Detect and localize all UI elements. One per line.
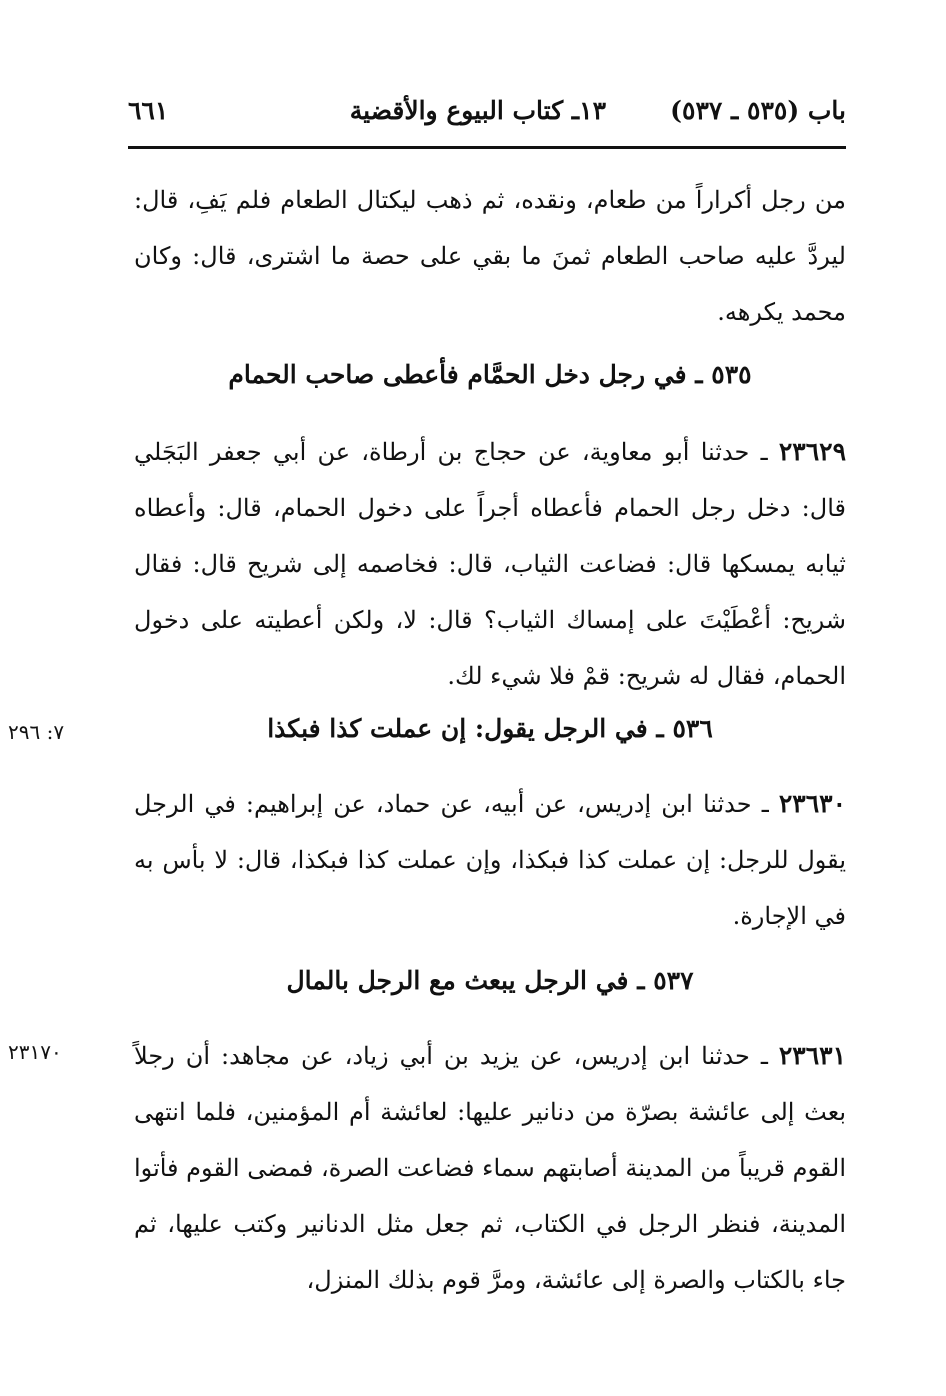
hadith-number: ٢٣٦٣١ [778,1041,846,1070]
header-chapter-range: باب (٥٣٥ ـ ٥٣٧) [670,96,846,125]
hadith-text: ـ حدثنا ابن إدريس، عن أبيه، عن حماد، عن إبراهيم: في الرجل يقول للرجل: إن عملت كذا فبكذا، وإن عملت كذا فبكذا، قال: لا بأس به في الإجارة. [134,790,846,930]
hadith-number: ٢٣٦٢٩ [778,437,846,466]
section-heading-535: ٥٣٥ ـ في رجل دخل الحمَّام فأعطى صاحب الحمام [228,360,752,389]
hadith-number: ٢٣٦٣٠ [778,789,846,818]
page-number: ٦٦١ [128,96,169,125]
section-heading-537: ٥٣٧ ـ في الرجل يبعث مع الرجل بالمال [286,966,694,995]
header-book-title: ١٣ـ كتاب البيوع والأقضية [349,96,606,125]
header-divider [128,146,846,149]
running-header [128,90,846,140]
hadith-text: ـ حدثنا أبو معاوية، عن حجاج بن أرطاة، عن أبي جعفر البَجَلي قال: دخل رجل الحمام فأعطاه أجراً على دخول الحمام، قال: وأعطاه ثيابه يمسكها قال: فضاعت الثياب، قال: فخاصمه إلى شريح قال: فقال شريح: أعْطَيْتَ على إمساك الثياب؟ قال: لا، ولكن أعطيته على دخول الحمام، فقال له شريح: قمْ فلا شيء لك. [134,438,846,690]
continuation-paragraph: من رجل أكراراً من طعام، ونقده، ثم ذهب ليكتال الطعام فلم يَفِ، قال: ليردَّ عليه صاحب الطعام ثمنَ ما بقي على حصة ما اشترى، قال: وكان محمد يكرهه. [134,186,846,326]
hadith-23630 [134,776,846,944]
margin-reference: ٧: ٢٩٦ [8,720,65,744]
hadith-23631 [134,1028,846,1308]
hadith-text: ـ حدثنا ابن إدريس، عن يزيد بن أبي زياد، عن مجاهد: أن رجلاً بعث إلى عائشة بصرّة من دنانير عليها: لعائشة أم المؤمنين، فلما انتهى القوم قريباً من المدينة أصابتهم سماء فضاعت الصرة، فمضى القوم فأتوا المدينة، فنظر الرجل في الكتاب، ثم جعل مثل الدنانير وكتب عليها، ثم جاء بالكتاب والصرة إلى عائشة، ومرَّ قوم بذلك المنزل، [134,1042,847,1294]
section-heading-536: ٥٣٦ ـ في الرجل يقول: إن عملت كذا فبكذا [267,714,713,743]
hadith-23629 [134,424,846,704]
margin-reference: ٢٣١٧٠ [8,1040,62,1064]
